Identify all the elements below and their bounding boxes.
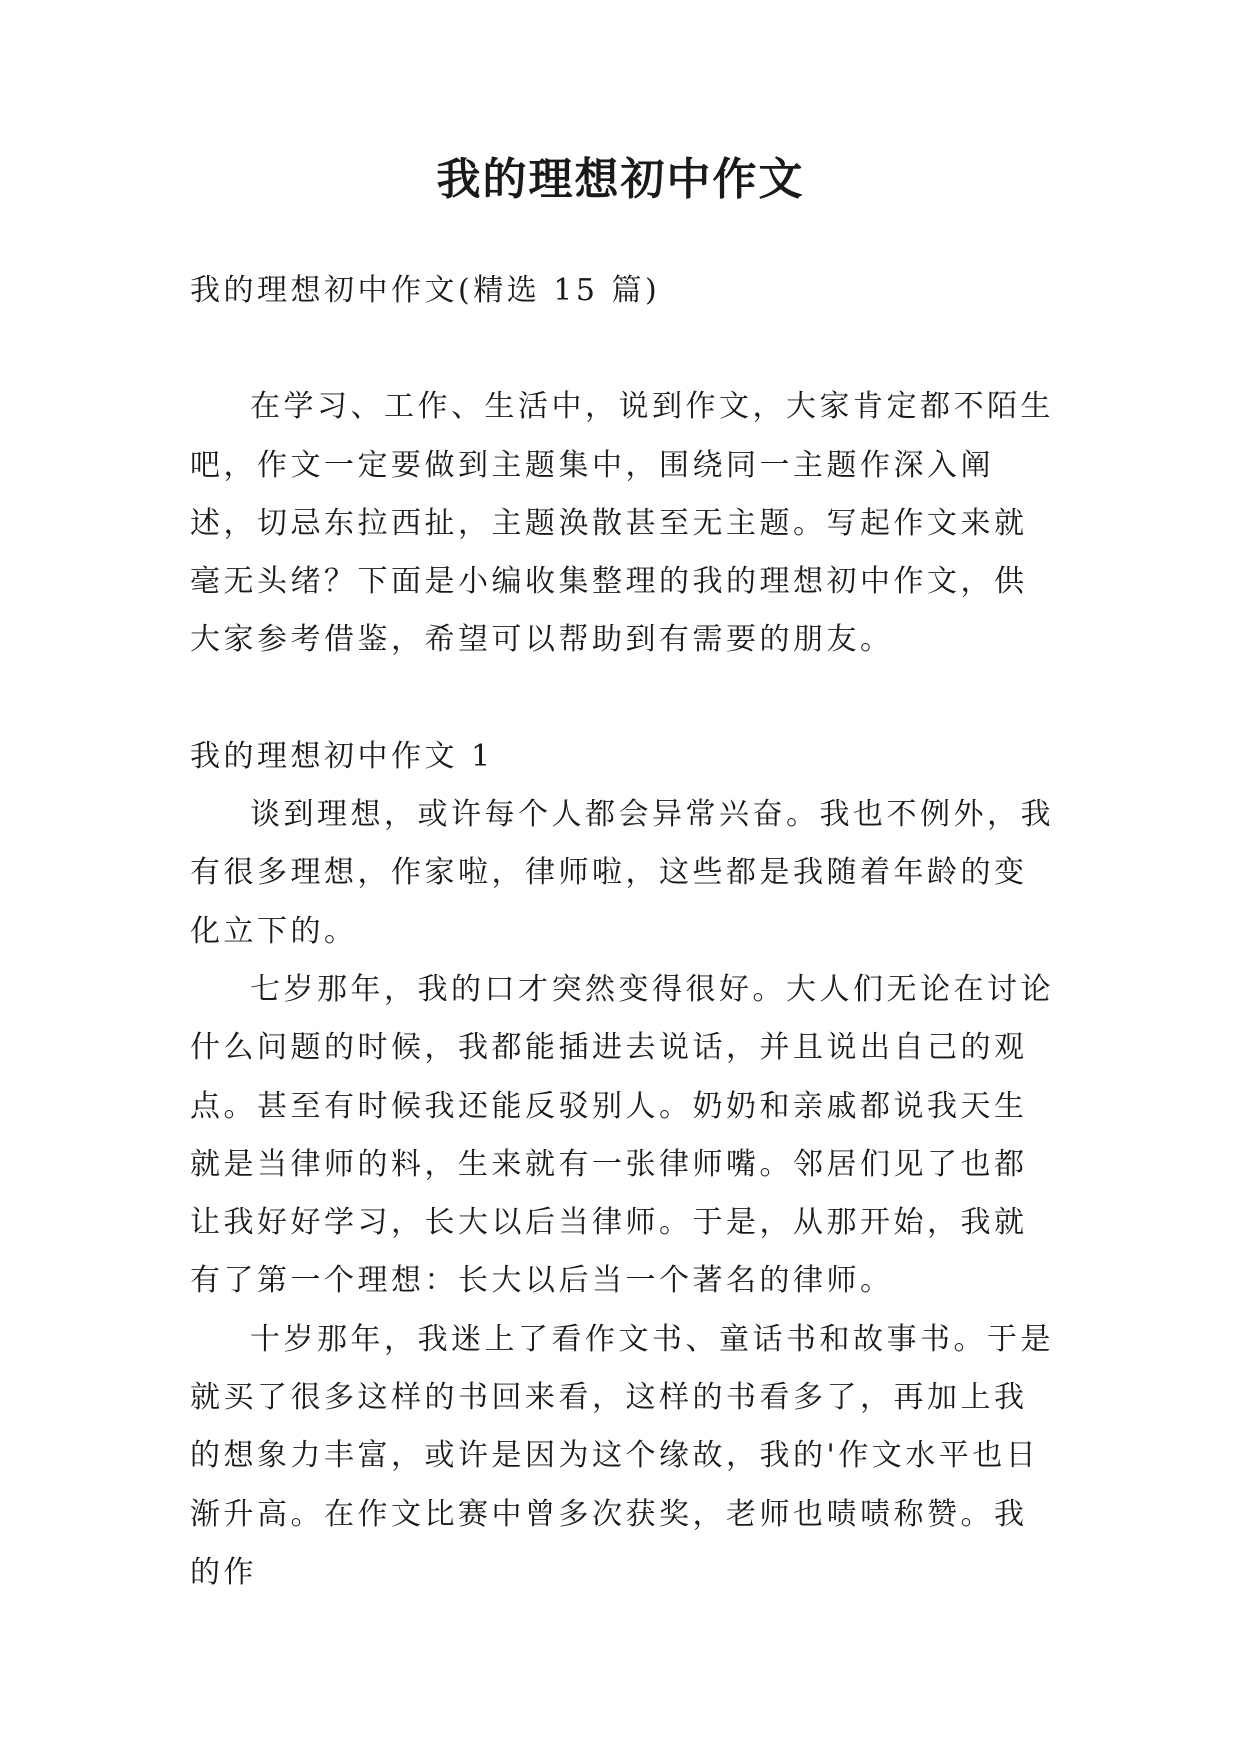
- document-body: [190, 262, 1060, 1602]
- body-paragraph-3: 十岁那年，我迷上了看作文书、童话书和故事书。于是就买了很多这样的书回来看，这样的书看多了，再加上我的想象力丰富，或许是因为这个缘故，我的'作文水平也日渐升高。在作文比赛中曾多次获奖，老师也啧啧称赞。我的作: [190, 1321, 1054, 1590]
- body-paragraph-2: 七岁那年，我的口才突然变得很好。大人们无论在讨论什么问题的时候，我都能插进去说话，并且说出自己的观点。甚至有时候我还能反驳别人。奶奶和亲戚都说我天生就是当律师的料，生来就有一张律师嘴。邻居们见了也都让我好好学习，长大以后当律师。于是，从那开始，我就有了第一个理想：长大以后当一个著名的律师。: [190, 971, 1054, 1299]
- document-title: 我的理想初中作文: [436, 154, 805, 205]
- body-paragraph-1: 谈到理想，或许每个人都会异常兴奋。我也不例外，我有很多理想，作家啦，律师啦，这些都是我随着年龄的变化立下的。: [190, 797, 1054, 949]
- intro-paragraph: 在学习、工作、生活中，说到作文，大家肯定都不陌生吧，作文一定要做到主题集中，围绕同一主题作深入阐述，切忌东拉西扯，主题涣散甚至无主题。写起作文来就毫无头绪？下面是小编收集整理的我的理想初中作文，供大家参考借鉴，希望可以帮助到有需要的朋友。: [190, 389, 1054, 658]
- section-heading: 我的理想初中作文 1: [190, 738, 494, 774]
- document-subtitle: 我的理想初中作文(精选 15 篇): [190, 273, 661, 308]
